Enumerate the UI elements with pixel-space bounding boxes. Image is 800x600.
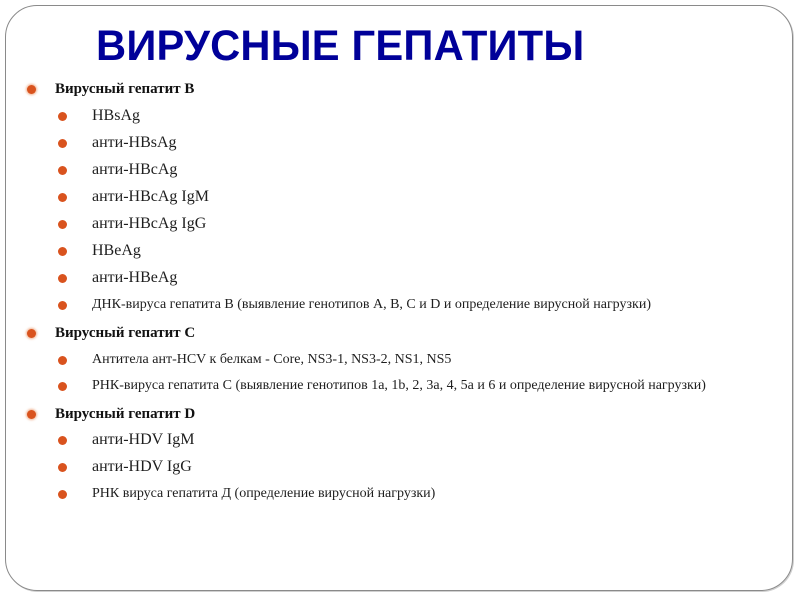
list-item: РНК-вируса гепатита С (выявление генотипов 1a, 1b, 2, 3a, 4, 5a и 6 и определение вирусной нагрузки)	[56, 376, 766, 396]
list-item: ДНК-вируса гепатита В (выявление генотипов A, B, C и D и определение вирусной нагрузки)	[56, 295, 766, 315]
list-item: анти-HBcAg IgM	[56, 187, 766, 207]
list-item: РНК вируса гепатита Д (определение вирусной нагрузки)	[56, 484, 766, 504]
list-item: анти-HBcAg IgG	[56, 214, 766, 234]
bullet-icon	[27, 85, 36, 94]
item-list	[26, 430, 766, 504]
bullet-icon	[58, 356, 67, 365]
item-list	[26, 106, 766, 315]
bullet-icon	[27, 329, 36, 338]
list-item: анти-HBcAg	[56, 160, 766, 180]
bullet-icon	[58, 382, 67, 391]
bullet-icon	[58, 166, 67, 175]
section-heading	[26, 322, 766, 344]
bullet-icon	[58, 193, 67, 202]
slide-title: ВИРУСНЫЕ ГЕПАТИТЫ	[96, 22, 585, 70]
list-item: HBeAg	[56, 241, 766, 261]
section-heading	[26, 403, 766, 425]
section-heading-text: Вирусный гепатит С	[55, 325, 196, 341]
section-hepatitis-b	[26, 78, 766, 315]
bullet-icon	[58, 220, 67, 229]
bullet-icon	[27, 410, 36, 419]
bullet-icon	[58, 112, 67, 121]
section-hepatitis-c	[26, 322, 766, 396]
bullet-icon	[58, 463, 67, 472]
list-item: анти-HDV IgG	[56, 457, 766, 477]
slide-content	[26, 78, 766, 511]
section-heading-text: Вирусный гепатит D	[55, 406, 196, 422]
item-list	[26, 350, 766, 396]
bullet-icon	[58, 301, 67, 310]
list-item: анти-HBeAg	[56, 268, 766, 288]
section-heading	[26, 78, 766, 100]
bullet-icon	[58, 247, 67, 256]
list-item: анти-HBsAg	[56, 133, 766, 153]
list-item: анти-HDV IgM	[56, 430, 766, 450]
list-item: Антитела ант-HCV к белкам - Core, NS3-1, NS3-2, NS1, NS5	[56, 350, 766, 370]
bullet-icon	[58, 139, 67, 148]
bullet-icon	[58, 436, 67, 445]
bullet-icon	[58, 274, 67, 283]
section-heading-text: Вирусный гепатит B	[55, 81, 195, 97]
bullet-icon	[58, 490, 67, 499]
section-hepatitis-d	[26, 403, 766, 504]
list-item: HBsAg	[56, 106, 766, 126]
